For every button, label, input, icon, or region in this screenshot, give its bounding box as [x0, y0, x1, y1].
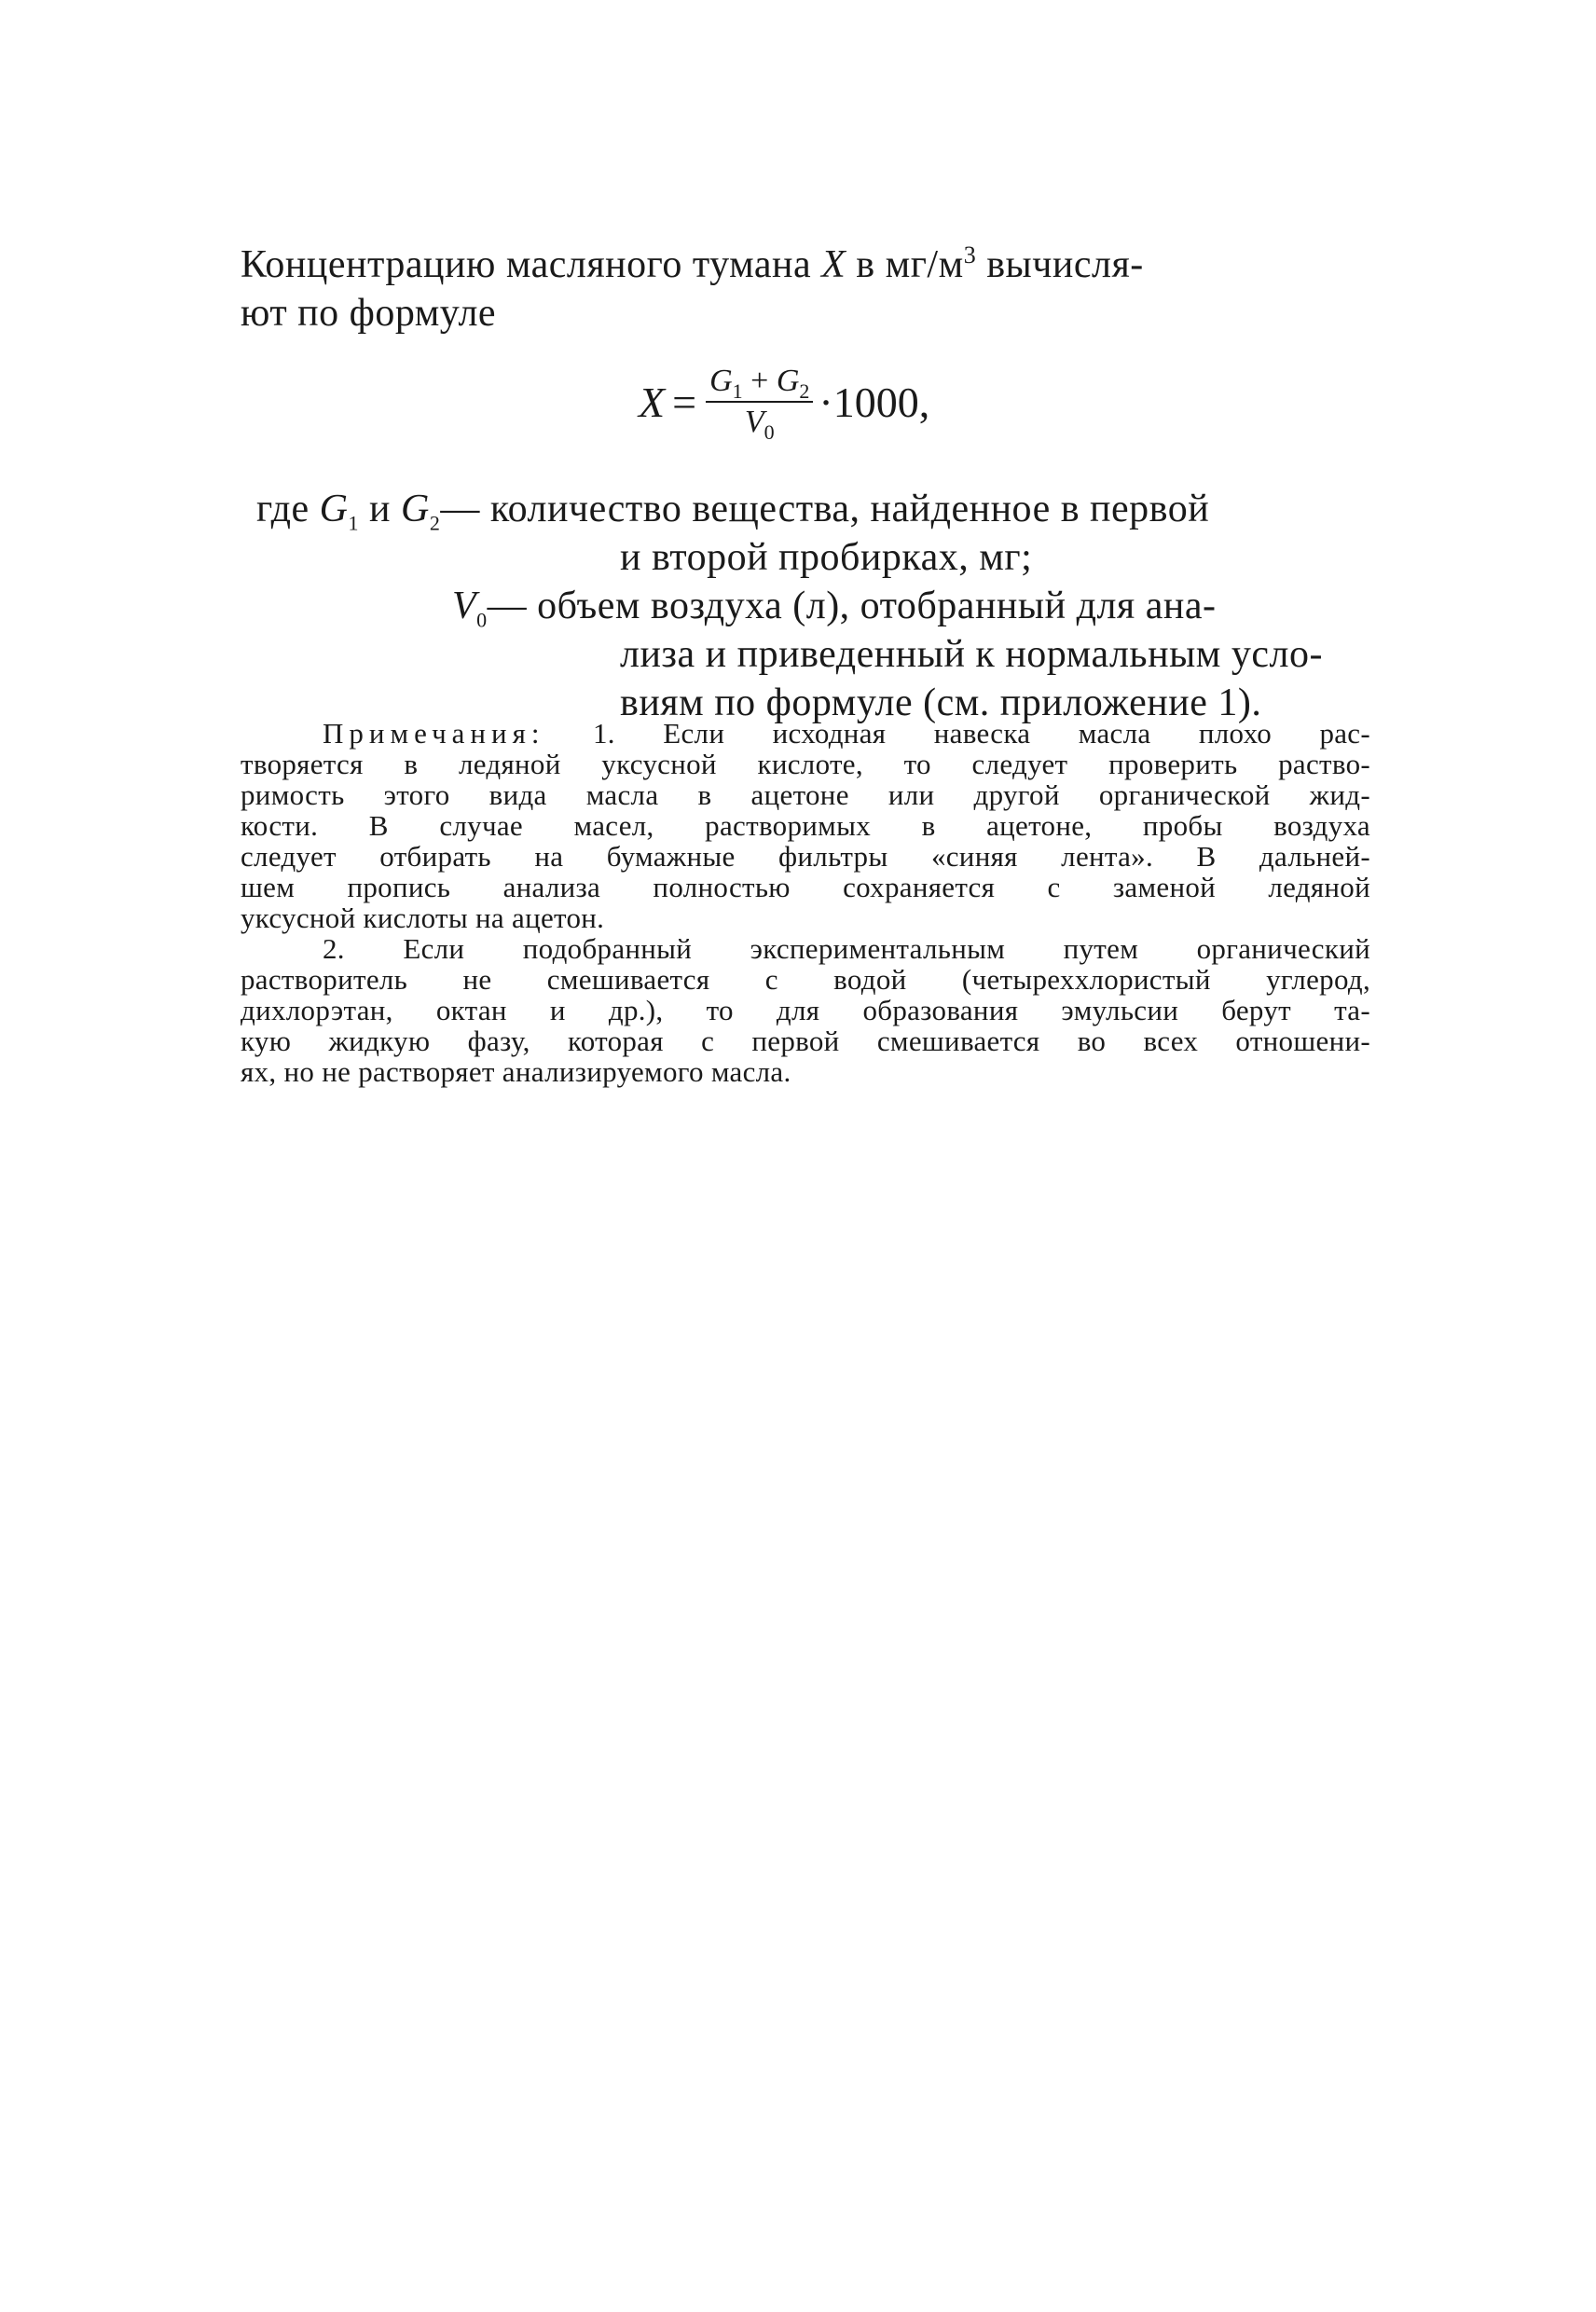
- and-word: и: [359, 488, 401, 530]
- formula-tail: ·1000,: [819, 378, 930, 426]
- intro-text-end: вычисля-: [976, 243, 1144, 286]
- den-v: V: [744, 405, 764, 439]
- definition-v0-lead: [452, 582, 488, 630]
- intro-line-2: ют по формуле: [241, 292, 497, 335]
- fraction-numerator: [706, 364, 813, 403]
- g-description-2: и второй пробирках, мг;: [620, 536, 1033, 579]
- v-description-3: виям по формуле (см. приложение 1).: [620, 681, 1262, 724]
- concentration-formula: [639, 360, 929, 444]
- notes-line: творяется в ледяной уксусной кислоте, то следует проверить раство-: [241, 748, 1370, 780]
- var-g2: G: [400, 488, 430, 530]
- notes-line: кую жидкую фазу, которая с первой смешивается во всех отношени-: [241, 1025, 1370, 1057]
- definition-g: [256, 485, 1370, 533]
- notes-line: шем пропись анализа полностью сохраняется с заменой ледяной: [241, 871, 1370, 903]
- notes-line: кости. В случае масел, растворимых в ацетоне, пробы воздуха: [241, 809, 1370, 842]
- where-word: где: [256, 488, 320, 530]
- unit-superscript: 3: [963, 241, 977, 268]
- formula-lhs: X: [639, 378, 666, 426]
- notes-section: [241, 718, 1370, 1087]
- num-g1-sub: 1: [732, 378, 743, 403]
- notes-line: 2. Если подобранный экспериментальным путем органический: [323, 932, 1370, 965]
- notes-text: 1. Если исходная навеска масла плохо рас-: [544, 717, 1370, 750]
- num-g1: G: [709, 364, 733, 398]
- var-g2-sub: 2: [429, 511, 441, 535]
- v-description-2: лиза и приведенный к нормальным усло-: [620, 633, 1323, 676]
- notes-line: растворитель не смешивается с водой (четыреххлористый углерод,: [241, 963, 1370, 996]
- num-plus: +: [742, 364, 777, 398]
- intro-text: Концентрацию масляного тумана: [241, 243, 822, 286]
- var-g1: G: [319, 488, 349, 530]
- var-g1-sub: 1: [348, 511, 359, 535]
- variable-definitions: [256, 485, 1370, 727]
- definition-g-lead: [256, 485, 440, 533]
- notes-line: дихлорэтан, октан и др.), то для образования эмульсии берут та-: [241, 994, 1370, 1026]
- g-description-1: — количество вещества, найденное в первой: [440, 488, 1210, 530]
- num-g2-sub: 2: [799, 378, 810, 403]
- var-v0: V: [452, 585, 477, 627]
- var-v0-sub: 0: [476, 608, 488, 632]
- formula-equals: =: [672, 378, 697, 426]
- intro-paragraph: [241, 241, 1369, 337]
- definition-v0: [256, 582, 1370, 630]
- notes-line: римость этого вида масла в ацетоне или другой органической жид-: [241, 778, 1370, 811]
- formula-fraction: [706, 364, 813, 444]
- notes-line: уксусной кислоты на ацетон.: [241, 901, 605, 934]
- notes-heading: Примечания:: [323, 717, 545, 750]
- intro-line-1: [241, 241, 1369, 289]
- variable-x: X: [821, 243, 846, 286]
- den-v-sub: 0: [764, 420, 775, 444]
- v-description-1: — объем воздуха (л), отобранный для ана-: [487, 585, 1217, 627]
- fraction-denominator: [744, 403, 775, 444]
- intro-unit: в мг/м: [846, 243, 964, 286]
- notes-line: ях, но не растворяет анализируемого масла.: [241, 1055, 791, 1088]
- notes-line-1: [241, 718, 1370, 749]
- notes-line: следует отбирать на бумажные фильтры «синяя лента». В дальней-: [241, 840, 1370, 873]
- num-g2: G: [776, 364, 800, 398]
